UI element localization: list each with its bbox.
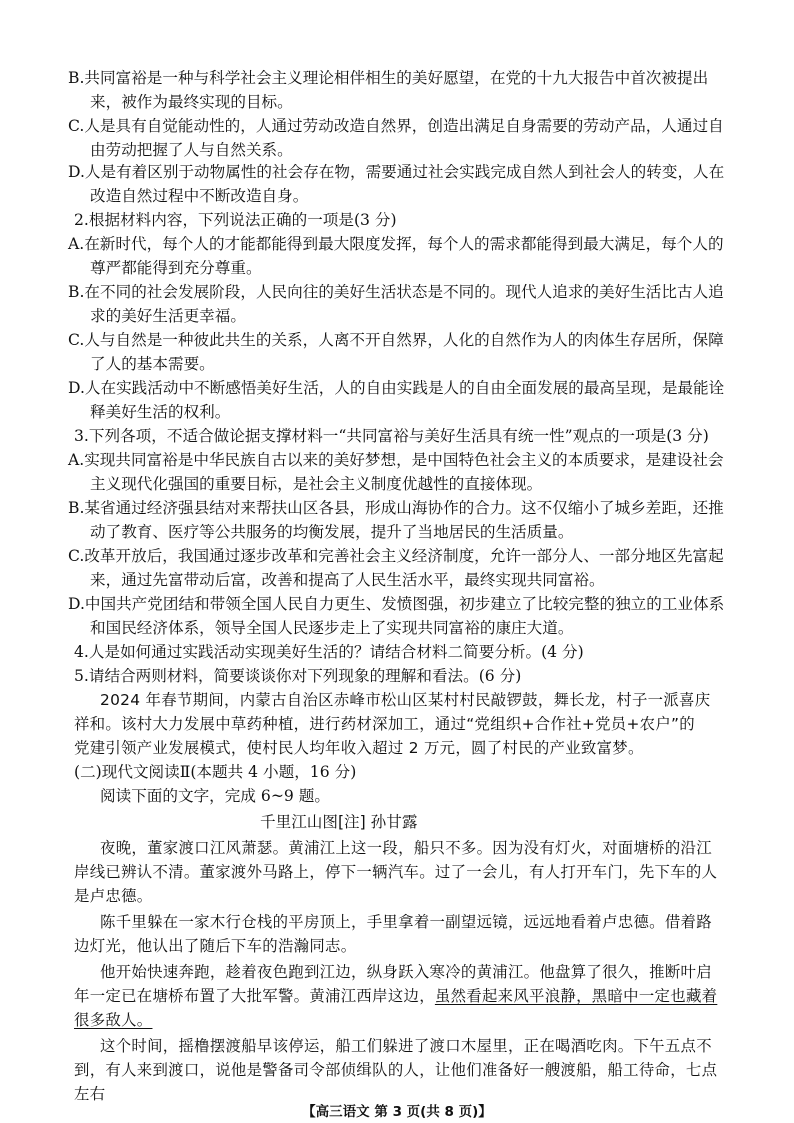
q2-option-a-line2: 尊严都能得到充分尊重。	[90, 259, 262, 277]
q3-option-a-line2: 主义现代化强国的重要目标，是社会主义制度优越性的直接体现。	[90, 475, 543, 493]
q1-option-d-line2: 改造自然过程中不断改造自身。	[90, 187, 309, 205]
q3-option-c-line2: 来，通过先富带动后富，改善和提高了人民生活水平，最终实现共同富裕。	[90, 571, 605, 589]
q5-material-line1: 2024 年春节期间，内蒙古自治区赤峰市松山区某村村民敲锣鼓，舞长龙，村子一派喜庆	[100, 691, 711, 709]
q2-stem: 2.根据材料内容，下列说法正确的一项是(3 分)	[74, 211, 397, 229]
story-p2-line2: 边灯光，他认出了随后下车的浩瀚同志。	[74, 937, 357, 955]
story-p4-line1: 这个时间，摇橹摆渡船早该停运，船工们躲进了渡口木屋里，正在喝酒吃肉。下午五点不	[100, 1037, 712, 1055]
story-p4-line3: 左右	[74, 1085, 106, 1103]
story-p1-line2: 岸线已辨认不清。董家渡外马路上，停下一辆汽车。过了一会儿，有人打开车门，先下车的人	[74, 863, 718, 881]
section-heading: (二)现代文阅读Ⅱ(本题共 4 小题，16 分)	[74, 763, 357, 781]
q5-stem: 5.请结合两则材料，简要谈谈你对下列现象的理解和看法。(6 分)	[74, 667, 522, 685]
story-p3-line3	[74, 1008, 152, 1032]
q3-option-b-line1: B.某省通过经济强县结对来帮扶山区各县，形成山海协作的合力。这不仅缩小了城乡差距，还推	[68, 499, 724, 517]
reading-instruction: 阅读下面的文字，完成 6~9 题。	[100, 787, 330, 805]
story-p1-line3: 是卢忠德。	[74, 887, 153, 905]
q1-option-c-line2: 由劳动把握了人与自然关系。	[90, 141, 293, 159]
q3-option-b-line2: 动了教育、医疗等公共服务的均衡发展，提升了当地居民的生活质量。	[90, 523, 574, 541]
q5-material-line2: 祥和。该村大力发展中草药种植，进行药材深加工，通过“党组织+合作社+党员+农户”的	[74, 715, 695, 733]
q2-option-b-line1: B.在不同的社会发展阶段，人民向往的美好生活状态是不同的。现代人追求的美好生活比古人追	[68, 283, 724, 301]
page-footer: 【高三语文 第 3 页(共 8 页)】	[302, 1104, 492, 1120]
q2-option-a-line1: A.在新时代，每个人的才能都能得到最大限度发挥，每个人的需求都能得到最大满足，每个人的	[68, 235, 724, 253]
q3-option-c-line1: C.改革开放后，我国通过逐步改革和完善社会主义经济制度，允许一部分人、一部分地区先富起	[68, 547, 724, 565]
q2-option-d-line2: 释美好生活的权利。	[90, 403, 231, 421]
story-p3-line1: 他开始快速奔跑，趁着夜色跑到江边，纵身跃入寒冷的黄浦江。他盘算了很久，推断叶启	[100, 963, 712, 981]
q3-option-a-line1: A.实现共同富裕是中华民族自古以来的美好梦想，是中国特色社会主义的本质要求，是建设社会	[68, 451, 724, 469]
story-p3-line2	[74, 984, 717, 1008]
q5-material-line3: 党建引领产业发展模式，使村民人均年收入超过 2 万元，圆了村民的产业致富梦。	[74, 739, 644, 757]
story-p3-line2-plain: 年一定已在塘桥布置了大批军警。黄浦江西岸这边，	[74, 987, 435, 1005]
story-p1-line1: 夜晚，董家渡口江风萧瑟。黄浦江上这一段，船只不多。因为没有灯火，对面塘桥的沿江	[100, 839, 712, 857]
q2-option-b-line2: 求的美好生活更幸福。	[90, 307, 246, 325]
q2-option-c-line1: C.人与自然是一种彼此共生的关系，人离不开自然界，人化的自然作为人的肉体生存居所，保障	[68, 331, 724, 349]
q3-option-d-line1: D.中国共产党团结和带领全国人民自力更生、发愤图强，初步建立了比较完整的独立的工业体系	[68, 595, 725, 613]
q2-option-d-line1: D.人在实践活动中不断感悟美好生活，人的自由实践是人的自由全面发展的最高呈现，是最能诠	[68, 379, 725, 397]
q3-option-d-line2: 和国民经济体系，领导全国人民逐步走上了实现共同富裕的康庄大道。	[90, 619, 574, 637]
story-p4-line2: 到，有人来到渡口，说他是警备司令部侦缉队的人，让他们准备好一艘渡船，船工待命，七点	[74, 1061, 718, 1079]
q1-option-b-line2: 来，被作为最终实现的目标。	[90, 93, 293, 111]
q1-option-b-line1: B.共同富裕是一种与科学社会主义理论相伴相生的美好愿望，在党的十九大报告中首次被提出	[68, 69, 709, 87]
q4-stem: 4.人是如何通过实践活动实现美好生活的？请结合材料二简要分析。(4 分)	[74, 643, 584, 661]
story-p2-line1: 陈千里躲在一家木行仓栈的平房顶上，手里拿着一副望远镜，远远地看着卢忠德。借着路	[100, 913, 712, 931]
q2-option-c-line2: 了人的基本需要。	[90, 355, 215, 373]
underlined-phrase: 虽然看起来风平浪静，黑暗中一定也藏着	[434, 987, 718, 1005]
underlined-phrase-end: 很多敌人。	[74, 1011, 153, 1029]
q1-option-c-line1: C.人是具有自觉能动性的，人通过劳动改造自然界，创造出满足自身需要的劳动产品，人通过自	[68, 117, 724, 135]
q1-option-d-line1: D.人是有着区别于动物属性的社会存在物，需要通过社会实践完成自然人到社会人的转变，人在	[68, 163, 725, 181]
story-title: 千里江山图[注] 孙甘露	[260, 813, 418, 831]
q3-stem: 3.下列各项，不适合做论据支撑材料一“共同富裕与美好生活具有统一性”观点的一项是(3 分)	[74, 427, 709, 445]
